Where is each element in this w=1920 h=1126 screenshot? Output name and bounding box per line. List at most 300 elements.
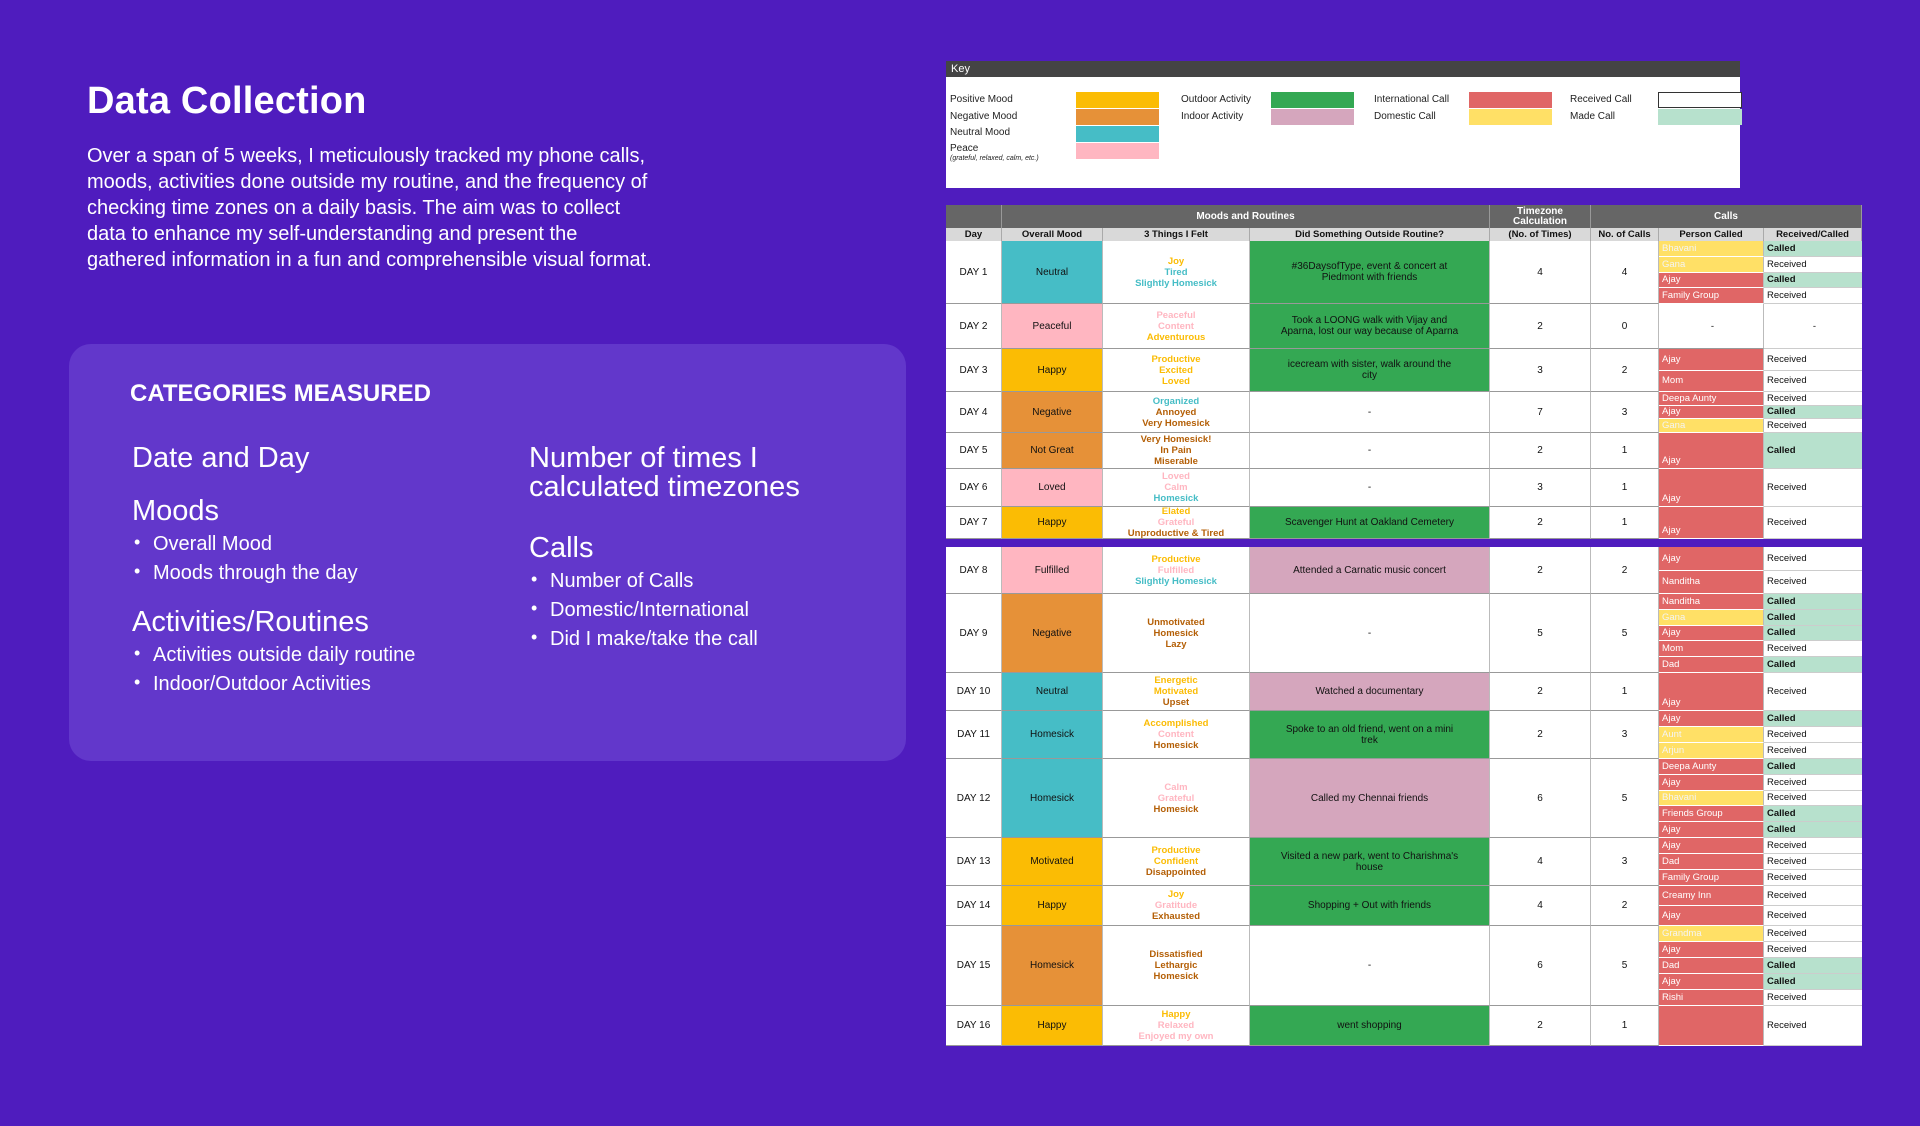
key-label-received: Received Call — [1570, 94, 1632, 105]
feelings-cell — [1103, 926, 1250, 1006]
feeling-text: Homesick — [1153, 493, 1199, 504]
feeling-text: Very Homesick — [1142, 417, 1210, 429]
key-label-peace-sub: (grateful, relaxed, calm, etc.) — [950, 155, 1039, 162]
feeling-text: Peaceful — [1156, 309, 1196, 321]
received-called-cell: Received — [1764, 854, 1862, 870]
activity-cell: #36DaysofType, event & concert at Piedmont with friends — [1250, 241, 1490, 304]
person-called-cell: Ajay — [1659, 433, 1764, 469]
key-label-negative: Negative Mood — [950, 111, 1018, 122]
feeling-text: Excited — [1159, 364, 1193, 376]
received-called-cell: Received — [1764, 507, 1862, 539]
key-swatch-positive — [1076, 92, 1159, 108]
call-count-cell: 3 — [1591, 711, 1659, 759]
person-called-cell: Dad — [1659, 854, 1764, 870]
table-row — [946, 507, 1862, 539]
table-row — [946, 1006, 1862, 1046]
feelings-cell — [1103, 886, 1250, 926]
feeling-text: Grateful — [1157, 517, 1195, 528]
overall-mood-cell: Neutral — [1002, 673, 1103, 711]
call-count-cell: 3 — [1591, 838, 1659, 886]
category-list — [529, 567, 869, 654]
feeling-text: Productive — [1151, 845, 1201, 856]
key-swatch-peace — [1076, 143, 1159, 159]
call-count-cell: 1 — [1591, 469, 1659, 507]
person-called-cell: Friends Group — [1659, 806, 1764, 822]
key-label-outdoor: Outdoor Activity — [1181, 94, 1252, 105]
key-swatch-negative — [1076, 109, 1159, 125]
category-heading: Moods — [132, 495, 220, 527]
day-cell: DAY 13 — [946, 838, 1002, 886]
received-called-cell: Called — [1764, 433, 1862, 469]
received-called-cell: Received — [1764, 392, 1862, 406]
table-row — [946, 926, 1862, 1006]
day-cell: DAY 2 — [946, 304, 1002, 349]
feelings-cell — [1103, 304, 1250, 349]
received-called-cell: Received — [1764, 469, 1862, 507]
received-called-cell: Received — [1764, 419, 1862, 433]
person-called-cell: Gana — [1659, 419, 1764, 433]
person-called-cell: Rishi — [1659, 990, 1764, 1006]
call-count-cell: 5 — [1591, 759, 1659, 838]
timezone-count-cell: 2 — [1490, 507, 1591, 539]
person-called-cell: Grandma — [1659, 926, 1764, 942]
overall-mood-cell: Homesick — [1002, 926, 1103, 1006]
overall-mood-cell: Neutral — [1002, 241, 1103, 304]
activity-cell: Spoke to an old friend, went on a mini trek — [1250, 711, 1490, 759]
timezone-count-cell: 3 — [1490, 349, 1591, 392]
column-header: Day — [946, 228, 1002, 241]
key-swatch-international — [1469, 92, 1552, 108]
person-called-cell: Deepa Aunty — [1659, 759, 1764, 775]
day-cell: DAY 12 — [946, 759, 1002, 838]
person-called-cell: Ajay — [1659, 822, 1764, 838]
person-called-cell: Nanditha — [1659, 571, 1764, 595]
feeling-text: Lazy — [1165, 638, 1187, 650]
category-group — [132, 497, 492, 588]
activity-cell: Watched a documentary — [1250, 673, 1490, 711]
feeling-text: Homesick — [1153, 740, 1199, 751]
received-called-cell: Received — [1764, 886, 1862, 906]
received-called-cell: Received — [1764, 791, 1862, 807]
category-heading: Activities/Routines — [132, 606, 369, 638]
feelings-cell — [1103, 838, 1250, 886]
person-called-cell: Ajay — [1659, 469, 1764, 507]
timezone-count-cell: 5 — [1490, 594, 1591, 673]
received-called-cell: Received — [1764, 926, 1862, 942]
categories-right-column — [529, 444, 869, 672]
activity-cell: - — [1250, 392, 1490, 433]
timezone-count-cell: 2 — [1490, 304, 1591, 349]
received-called-cell: Received — [1764, 349, 1862, 371]
feeling-text: Energetic — [1154, 675, 1198, 686]
received-called-cell: Called — [1764, 759, 1862, 775]
feelings-cell — [1103, 547, 1250, 594]
category-group — [529, 444, 869, 502]
overall-mood-cell: Loved — [1002, 469, 1103, 507]
day-cell: DAY 4 — [946, 392, 1002, 433]
overall-mood-cell: Motivated — [1002, 838, 1103, 886]
person-called-cell: Ajay — [1659, 906, 1764, 926]
timezone-count-cell: 2 — [1490, 433, 1591, 469]
mood-tracking-table — [946, 205, 1862, 1046]
table-row — [946, 433, 1862, 469]
key-label-domestic: Domestic Call — [1374, 111, 1436, 122]
column-header: 3 Things I Felt — [1103, 228, 1250, 241]
categories-left-column — [132, 444, 492, 717]
feeling-text: Homesick — [1153, 627, 1199, 639]
feeling-text: Homesick — [1153, 803, 1199, 815]
key-swatch-made — [1658, 109, 1742, 125]
received-called-cell: Received — [1764, 942, 1862, 958]
column-header: Did Something Outside Routine? — [1250, 228, 1490, 241]
key-label-international: International Call — [1374, 94, 1450, 105]
person-called-cell: - — [1659, 304, 1764, 349]
received-called-cell: Received — [1764, 673, 1862, 711]
person-called-cell: Ajay — [1659, 626, 1764, 642]
person-called-cell: Deepa Aunty — [1659, 392, 1764, 406]
person-called-cell: Ajay — [1659, 547, 1764, 571]
feeling-text: Slightly Homesick — [1135, 575, 1217, 587]
person-called-cell — [1659, 1006, 1764, 1046]
column-header: No. of Calls — [1591, 228, 1659, 241]
column-header: Person Called — [1659, 228, 1764, 241]
feelings-cell — [1103, 594, 1250, 673]
call-count-cell: 3 — [1591, 392, 1659, 433]
header-calls: Calls — [1591, 205, 1862, 228]
timezone-count-cell: 2 — [1490, 547, 1591, 594]
key-label-made: Made Call — [1570, 111, 1616, 122]
received-called-cell: Called — [1764, 241, 1862, 257]
timezone-count-cell: 7 — [1490, 392, 1591, 433]
received-called-cell: Called — [1764, 273, 1862, 289]
feeling-text: Motivated — [1153, 686, 1199, 697]
timezone-count-cell: 2 — [1490, 673, 1591, 711]
category-list — [132, 530, 492, 588]
category-item: • Domestic/International — [529, 596, 869, 625]
person-called-cell: Dad — [1659, 657, 1764, 673]
feeling-text: Grateful — [1157, 792, 1195, 804]
feelings-cell — [1103, 349, 1250, 392]
timezone-count-cell: 4 — [1490, 241, 1591, 304]
received-called-cell: Called — [1764, 610, 1862, 626]
received-called-cell: Received — [1764, 727, 1862, 743]
received-called-cell: - — [1764, 304, 1862, 349]
activity-cell: went shopping — [1250, 1006, 1490, 1046]
overall-mood-cell: Peaceful — [1002, 304, 1103, 349]
feeling-text: Organized — [1152, 395, 1200, 407]
person-called-cell: Arjun — [1659, 743, 1764, 759]
column-header: Received/Called — [1764, 228, 1862, 241]
feeling-text: Loved — [1162, 471, 1190, 482]
received-called-cell: Received — [1764, 743, 1862, 759]
person-called-cell: Bhavani — [1659, 791, 1764, 807]
day-cell: DAY 7 — [946, 507, 1002, 539]
activity-cell: - — [1250, 926, 1490, 1006]
received-called-cell: Called — [1764, 974, 1862, 990]
day-cell: DAY 6 — [946, 469, 1002, 507]
page-title: Data Collection — [87, 80, 367, 122]
call-count-cell: 1 — [1591, 433, 1659, 469]
key-swatch-outdoor — [1271, 92, 1354, 108]
intro-paragraph: Over a span of 5 weeks, I meticulously tracked my phone calls, moods, activities done outside my routine, and the frequency of checking time zones on a daily basis. The aim was to collect data to enhance my self-understanding and present the gathered information in a fun and comprehensible visual format. — [87, 145, 652, 271]
category-heading: Number of times I calculated timezones — [529, 442, 800, 503]
received-called-cell: Received — [1764, 288, 1862, 304]
activity-cell: icecream with sister, walk around the city — [1250, 349, 1490, 392]
day-cell: DAY 1 — [946, 241, 1002, 304]
table-row — [946, 711, 1862, 759]
received-called-cell: Received — [1764, 906, 1862, 926]
table-row — [946, 759, 1862, 838]
person-called-cell: Mom — [1659, 641, 1764, 657]
received-called-cell: Called — [1764, 594, 1862, 610]
category-group — [529, 534, 869, 654]
timezone-count-cell: 3 — [1490, 469, 1591, 507]
timezone-count-cell: 2 — [1490, 1006, 1591, 1046]
overall-mood-cell: Happy — [1002, 507, 1103, 539]
person-called-cell: Ajay — [1659, 273, 1764, 289]
activity-cell: Attended a Carnatic music concert — [1250, 547, 1490, 594]
feeling-text: Slightly Homesick — [1135, 277, 1217, 289]
key-header: Key — [946, 61, 1740, 77]
call-count-cell: 0 — [1591, 304, 1659, 349]
timezone-count-cell: 4 — [1490, 838, 1591, 886]
person-called-cell: Ajay — [1659, 349, 1764, 371]
feelings-cell — [1103, 241, 1250, 304]
category-item: • Did I make/take the call — [529, 625, 869, 654]
received-called-cell: Called — [1764, 657, 1862, 673]
person-called-cell: Ajay — [1659, 507, 1764, 539]
feeling-text: Fulfilled — [1157, 564, 1195, 576]
feeling-text: Happy — [1161, 1009, 1191, 1020]
feeling-text: Upset — [1162, 697, 1190, 708]
overall-mood-cell: Homesick — [1002, 759, 1103, 838]
received-called-cell: Received — [1764, 641, 1862, 657]
feeling-text: Dissatisfied — [1149, 949, 1203, 960]
key-swatch-received — [1658, 92, 1742, 108]
received-called-cell: Received — [1764, 870, 1862, 886]
day-cell: DAY 14 — [946, 886, 1002, 926]
day-cell: DAY 16 — [946, 1006, 1002, 1046]
key-swatch-neutral — [1076, 126, 1159, 142]
category-item: • Indoor/Outdoor Activities — [132, 670, 492, 699]
categories-card — [69, 344, 906, 761]
person-called-cell: Family Group — [1659, 288, 1764, 304]
call-count-cell: 2 — [1591, 547, 1659, 594]
category-group — [132, 608, 492, 699]
timezone-count-cell: 6 — [1490, 926, 1591, 1006]
day-cell: DAY 3 — [946, 349, 1002, 392]
call-count-cell: 5 — [1591, 926, 1659, 1006]
feeling-text: Adventurous — [1146, 331, 1206, 343]
feeling-text: Content — [1158, 729, 1194, 740]
feeling-text: Confident — [1153, 856, 1199, 867]
received-called-cell: Called — [1764, 958, 1862, 974]
call-count-cell: 5 — [1591, 594, 1659, 673]
day-cell: DAY 11 — [946, 711, 1002, 759]
table-row — [946, 241, 1862, 304]
activity-cell: Scavenger Hunt at Oakland Cemetery — [1250, 507, 1490, 539]
overall-mood-cell: Not Great — [1002, 433, 1103, 469]
person-called-cell: Bhavani — [1659, 241, 1764, 257]
timezone-count-cell: 4 — [1490, 886, 1591, 926]
feelings-cell — [1103, 433, 1250, 469]
activity-cell: Visited a new park, went to Charishma's house — [1250, 838, 1490, 886]
feeling-text: Productive — [1151, 553, 1201, 565]
feelings-cell — [1103, 1006, 1250, 1046]
feeling-text: Annoyed — [1155, 406, 1197, 418]
person-called-cell: Nanditha — [1659, 594, 1764, 610]
received-called-cell: Received — [1764, 1006, 1862, 1046]
person-called-cell: Aunt — [1659, 727, 1764, 743]
overall-mood-cell: Happy — [1002, 1006, 1103, 1046]
category-item: • Number of Calls — [529, 567, 869, 596]
day-cell: DAY 15 — [946, 926, 1002, 1006]
received-called-cell: Called — [1764, 626, 1862, 642]
received-called-cell: Received — [1764, 775, 1862, 791]
person-called-cell: Ajay — [1659, 406, 1764, 420]
day-cell: DAY 10 — [946, 673, 1002, 711]
day-cell: DAY 9 — [946, 594, 1002, 673]
received-called-cell: Received — [1764, 371, 1862, 393]
call-count-cell: 2 — [1591, 349, 1659, 392]
call-count-cell: 1 — [1591, 673, 1659, 711]
category-heading: Date and Day — [132, 442, 310, 474]
overall-mood-cell: Happy — [1002, 349, 1103, 392]
call-count-cell: 4 — [1591, 241, 1659, 304]
received-called-cell: Called — [1764, 822, 1862, 838]
column-header: Overall Mood — [1002, 228, 1103, 241]
person-called-cell: Ajay — [1659, 711, 1764, 727]
table-row — [946, 469, 1862, 507]
person-called-cell: Dad — [1659, 958, 1764, 974]
received-called-cell: Called — [1764, 406, 1862, 420]
feeling-text: Content — [1158, 320, 1194, 332]
key-swatch-indoor — [1271, 109, 1354, 125]
received-called-cell: Called — [1764, 711, 1862, 727]
feeling-text: Accomplished — [1143, 718, 1209, 729]
person-called-cell: Ajay — [1659, 942, 1764, 958]
categories-title: CATEGORIES MEASURED — [130, 380, 431, 407]
person-called-cell: Gana — [1659, 257, 1764, 273]
person-called-cell: Gana — [1659, 610, 1764, 626]
activity-cell: Took a LOONG walk with Vijay and Aparna, lost our way because of Aparna — [1250, 304, 1490, 349]
received-called-cell: Received — [1764, 838, 1862, 854]
overall-mood-cell: Negative — [1002, 392, 1103, 433]
category-list — [132, 641, 492, 699]
feeling-text: Loved — [1162, 375, 1190, 387]
feeling-text: In Pain — [1160, 445, 1192, 456]
feeling-text: Unmotivated — [1147, 616, 1205, 628]
table-row — [946, 838, 1862, 886]
feeling-text: Productive — [1151, 353, 1201, 365]
column-header: (No. of Times) — [1490, 228, 1591, 241]
header-moods-routines: Moods and Routines — [1002, 205, 1490, 228]
feeling-text: Relaxed — [1157, 1020, 1195, 1031]
category-item: • Moods through the day — [132, 559, 492, 588]
feeling-text: Calm — [1164, 781, 1188, 793]
overall-mood-cell: Fulfilled — [1002, 547, 1103, 594]
activity-cell: - — [1250, 594, 1490, 673]
table-section-gap — [946, 539, 1862, 547]
activity-cell: Called my Chennai friends — [1250, 759, 1490, 838]
feeling-text: Joy — [1167, 255, 1185, 267]
feeling-text: Joy — [1167, 889, 1185, 900]
feeling-text: Very Homesick! — [1140, 434, 1212, 445]
received-called-cell: Called — [1764, 806, 1862, 822]
overall-mood-cell: Homesick — [1002, 711, 1103, 759]
person-called-cell: Ajay — [1659, 974, 1764, 990]
feelings-cell — [1103, 507, 1250, 539]
table-row — [946, 304, 1862, 349]
feelings-cell — [1103, 711, 1250, 759]
received-called-cell: Received — [1764, 257, 1862, 273]
category-item: • Activities outside daily routine — [132, 641, 492, 670]
call-count-cell: 1 — [1591, 507, 1659, 539]
table-row — [946, 547, 1862, 594]
received-called-cell: Received — [1764, 547, 1862, 571]
category-group — [132, 444, 492, 473]
feeling-text: Miserable — [1154, 456, 1198, 467]
person-called-cell: Ajay — [1659, 673, 1764, 711]
activity-cell: - — [1250, 469, 1490, 507]
key-label-positive: Positive Mood — [950, 94, 1013, 105]
key-label-neutral: Neutral Mood — [950, 127, 1011, 138]
feeling-text: Homesick — [1153, 971, 1199, 982]
feeling-text: Lethargic — [1154, 960, 1198, 971]
feeling-text: Calm — [1164, 482, 1188, 493]
timezone-count-cell: 2 — [1490, 711, 1591, 759]
feelings-cell — [1103, 469, 1250, 507]
table-row — [946, 594, 1862, 673]
call-count-cell: 2 — [1591, 886, 1659, 926]
feeling-text: Exhausted — [1151, 911, 1201, 922]
call-count-cell: 1 — [1591, 1006, 1659, 1046]
overall-mood-cell: Happy — [1002, 886, 1103, 926]
feeling-text: Unproductive & Tired — [1127, 528, 1225, 539]
feeling-text: Disappointed — [1145, 867, 1207, 878]
day-cell: DAY 5 — [946, 433, 1002, 469]
day-cell: DAY 8 — [946, 547, 1002, 594]
feeling-text: Enjoyed my own — [1138, 1031, 1214, 1042]
category-heading: Calls — [529, 532, 594, 564]
activity-cell: - — [1250, 433, 1490, 469]
table-row — [946, 349, 1862, 392]
person-called-cell: Mom — [1659, 371, 1764, 393]
table-row — [946, 673, 1862, 711]
feelings-cell — [1103, 759, 1250, 838]
key-swatch-domestic — [1469, 109, 1552, 125]
feeling-text: Gratitude — [1154, 900, 1198, 911]
person-called-cell: Creamy Inn — [1659, 886, 1764, 906]
key-label-indoor: Indoor Activity — [1181, 111, 1244, 122]
header-blank — [946, 205, 1002, 228]
person-called-cell: Ajay — [1659, 775, 1764, 791]
person-called-cell: Ajay — [1659, 838, 1764, 854]
table-row — [946, 886, 1862, 926]
legend-key — [946, 61, 1740, 188]
received-called-cell: Received — [1764, 990, 1862, 1006]
overall-mood-cell: Negative — [1002, 594, 1103, 673]
table-row — [946, 392, 1862, 433]
key-label-peace: Peace — [950, 143, 979, 154]
feelings-cell — [1103, 673, 1250, 711]
activity-cell: Shopping + Out with friends — [1250, 886, 1490, 926]
timezone-count-cell: 6 — [1490, 759, 1591, 838]
header-timezone: Timezone Calculation — [1490, 205, 1591, 228]
feeling-text: Tired — [1164, 266, 1188, 278]
feelings-cell — [1103, 392, 1250, 433]
feeling-text: Elated — [1161, 507, 1191, 517]
